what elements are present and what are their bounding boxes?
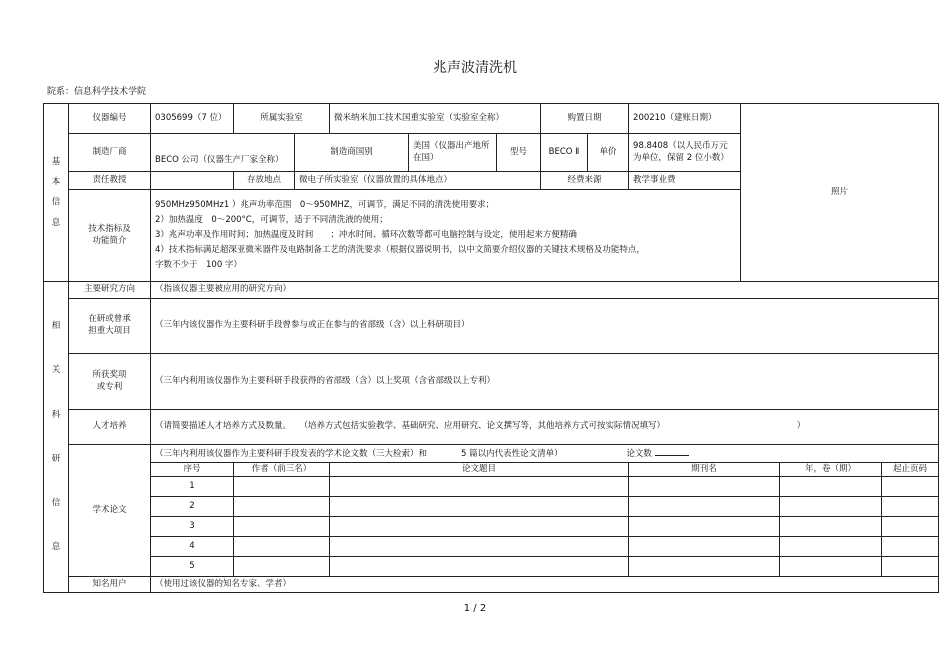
table-row — [44, 517, 939, 537]
paper-header-pages: 起止页码 — [882, 463, 939, 477]
table-row — [44, 477, 939, 497]
talent-hint: （请简要描述人才培养方式及数量。 （培养方式包括实验教学、基础研究、应用研究、论文撰写等，其他培养方式可按实际情况填写） ） — [151, 410, 939, 445]
model-label: 型号 — [497, 134, 541, 172]
paper-row-no: 4 — [151, 537, 234, 557]
purchase-date-label: 购置日期 — [541, 104, 629, 134]
spec-description: 950MHz950MHz1 ）兆声功率范围 0～950MHZ，可调节，满足不同的清洗使用要求； 2）加热温度 0～200°C，可调节，适于不同清洗液的使用； 3）兆声功率及作用时间；加热温度及时间 ；冲水时间、循环次数等都可电脑控制与设定，使用起来方便精确 4）技术指标满足超深亚微米器件及电路制备工艺的清洗要求（根据仪器说明书，以中文简要介绍仪器的关键技术规格及功能特点， 字数不少于 100 字） — [151, 190, 741, 282]
awards-label: 所获奖项 或专利 — [69, 354, 151, 410]
paper-header-no: 序号 — [151, 463, 234, 477]
paper-header-journal: 期刊名 — [629, 463, 780, 477]
document-title: 兆声波清洗机 — [433, 60, 517, 76]
model-value: BECO Ⅱ — [541, 134, 588, 172]
papers-count-blank — [655, 447, 689, 456]
funding-label: 经费来源 — [541, 172, 629, 190]
paper-header-authors: 作者（前三名） — [234, 463, 330, 477]
talent-label: 人才培养 — [69, 410, 151, 445]
paper-row-no: 5 — [151, 557, 234, 577]
funding-value: 教学事业费 — [629, 172, 741, 190]
price-value: 98.8408（以人民币万元为单位，保留 2 位小数） — [629, 134, 741, 172]
instrument-info-table — [43, 103, 939, 593]
paper-row-no: 3 — [151, 517, 234, 537]
section-research-info: 相 关 科 研 信 息 — [44, 282, 69, 593]
maker-value: BECO 公司（仪器生产厂家全称） — [151, 134, 295, 172]
direction-hint: （指该仪器主要被应用的研究方向） — [151, 282, 939, 299]
papers-count-label: 论文数 — [626, 448, 652, 459]
papers-hint-row — [151, 445, 939, 463]
awards-hint: （三年内利用该仪器作为主要科研手段获得的省部级（含）以上奖项（含省部级以上专利） — [151, 354, 939, 410]
instrument-no-value: 0305699（7 位） — [151, 104, 234, 134]
manager-value — [151, 172, 234, 190]
department-line: 院系：信息科学技术学院 — [47, 87, 147, 97]
country-label: 制造商国别 — [295, 134, 409, 172]
papers-label: 学术论文 — [69, 445, 151, 577]
table-row — [44, 537, 939, 557]
lab-value: 微米纳米加工技术国重实验室（实验室全称） — [330, 104, 541, 134]
paper-header-title: 论文题目 — [330, 463, 629, 477]
page-number: 1 / 2 — [463, 603, 487, 614]
papers-hint: （三年内利用该仪器作为主要科研手段发表的学术论文数（三大检索）和 5 篇以内代表性论文清单） — [155, 448, 559, 459]
location-value: 微电子所实验室（仪器放置的具体地点） — [295, 172, 541, 190]
table-row — [44, 557, 939, 577]
paper-header-volume: 年，卷（期） — [780, 463, 882, 477]
users-hint: （使用过该仪器的知名专家、学者） — [151, 577, 939, 593]
purchase-date-value: 200210（建账日期） — [629, 104, 741, 134]
spec-label: 技术指标及 功能简介 — [69, 190, 151, 282]
manager-label: 责任教授 — [69, 172, 151, 190]
location-label: 存放地点 — [234, 172, 295, 190]
direction-label: 主要研究方向 — [69, 282, 151, 299]
paper-row-no: 2 — [151, 497, 234, 517]
paper-row-no: 1 — [151, 477, 234, 497]
lab-label: 所属实验室 — [234, 104, 330, 134]
users-label: 知名用户 — [69, 577, 151, 593]
projects-label: 在研或曾承 担重大项目 — [69, 299, 151, 354]
projects-hint: （三年内该仪器作为主要科研手段曾参与或正在参与的省部级（含）以上科研项目） — [151, 299, 939, 354]
photo-placeholder: 照片 — [741, 104, 939, 282]
table-row — [44, 497, 939, 517]
price-label: 单价 — [588, 134, 629, 172]
country-value: 美国（仪器出产地所在国） — [409, 134, 497, 172]
section-basic-info: 基 本 信 息 — [44, 104, 69, 282]
instrument-no-label: 仪器编号 — [69, 104, 151, 134]
maker-label: 制造厂商 — [69, 134, 151, 172]
